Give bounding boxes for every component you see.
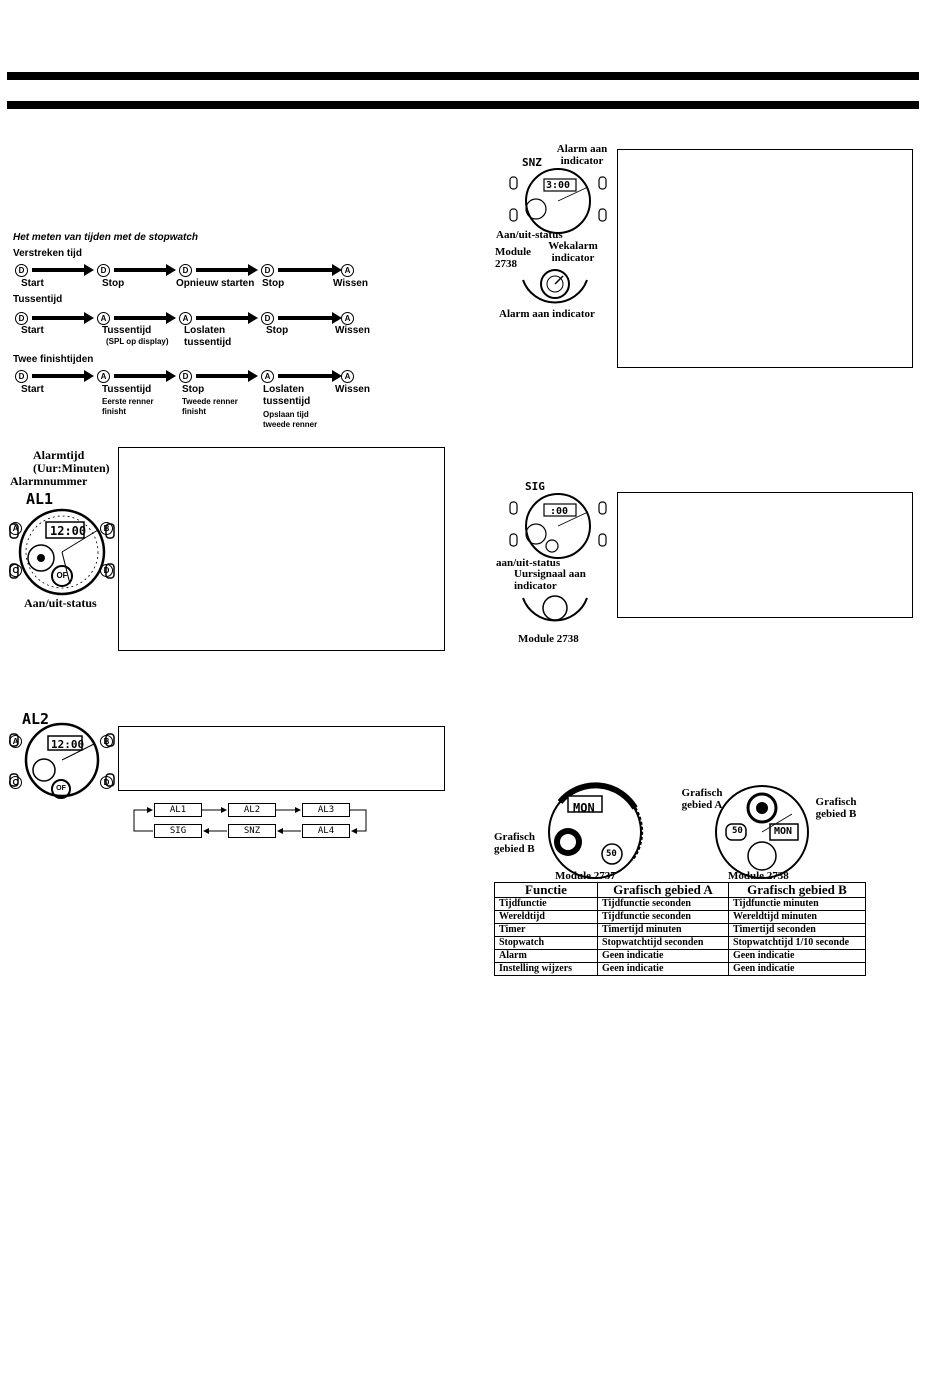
alarmtijd-label: Alarmtijd: [33, 448, 85, 462]
button-d-icon: D: [261, 312, 274, 325]
row-title-verstreken: Verstreken tijd: [13, 248, 82, 259]
signal-code: SIG: [525, 480, 545, 493]
table-cell: Tijdfunctie minuten: [729, 898, 866, 911]
button-a-icon: A: [261, 370, 274, 383]
watch-2738-icon: [712, 782, 812, 882]
table-cell: Timertijd seconden: [729, 924, 866, 937]
arrow-icon: [196, 374, 250, 378]
table-cell: Tijdfunctie seconden: [598, 911, 729, 924]
alarm-on-indicator-label: Alarm aan indicator: [556, 143, 608, 167]
alarmnummer-label: Alarmnummer: [10, 474, 88, 488]
status-label: aan/uit-status: [496, 557, 561, 569]
day-display: MON: [573, 801, 595, 815]
table-cell: Stopwatchtijd 1/10 seconde: [729, 937, 866, 950]
status-badge: OF: [51, 779, 71, 799]
module-label: Module 2738: [495, 246, 532, 270]
table-cell: Wereldtijd: [495, 911, 598, 924]
uur-minuten-label: (Uur:Minuten): [33, 461, 110, 475]
button-d-icon: D: [100, 776, 113, 789]
table-cell: Instelling wijzers: [495, 963, 598, 976]
cycle-item: AL4: [302, 824, 350, 838]
graphic-area-table: [494, 882, 866, 976]
arrow-icon: [114, 374, 168, 378]
cycle-item: SNZ: [228, 824, 276, 838]
button-a-icon: A: [9, 522, 22, 535]
table-cell: Geen indicatie: [598, 963, 729, 976]
alarm-time-display: 12:00: [50, 524, 87, 538]
watch-face-icon: [508, 490, 608, 560]
signal-time-display: :00: [550, 506, 569, 517]
table-header: Grafisch gebied A: [598, 883, 729, 898]
table-cell: Stopwatch: [495, 937, 598, 950]
table-cell: Alarm: [495, 950, 598, 963]
button-b-icon: B: [100, 522, 113, 535]
step-label: Tussentijd: [102, 325, 152, 336]
step-label: Start: [21, 278, 44, 289]
graphic-area-b-left-label: Grafisch gebied B: [494, 831, 535, 855]
table-cell: Geen indicatie: [729, 950, 866, 963]
alarm-time-display: 3:00: [546, 180, 571, 191]
table-header: Grafisch gebied B: [729, 883, 866, 898]
table-cell: Geen indicatie: [729, 963, 866, 976]
alarm1-text-box: [118, 447, 445, 651]
arrow-icon: [278, 268, 334, 272]
step-label: Start: [21, 384, 44, 395]
button-d-icon: D: [15, 264, 28, 277]
status-badge: OF: [51, 565, 73, 587]
button-d-icon: D: [15, 312, 28, 325]
number-display: 50: [732, 826, 743, 836]
stopwatch-heading: Het meten van tijden met de stopwatch: [13, 232, 199, 243]
step-sub-label: (SPL op display): [106, 337, 169, 346]
cycle-arrows-icon: [130, 800, 370, 840]
alarm-time-display: 12:00: [51, 738, 85, 751]
arrow-icon: [32, 268, 86, 272]
button-a-icon: A: [341, 370, 354, 383]
uursignaal-label: Uursignaal aan indicator: [514, 568, 586, 592]
arrow-icon: [32, 316, 86, 320]
arrow-icon: [114, 316, 168, 320]
arrow-icon: [196, 316, 250, 320]
cycle-item: AL2: [228, 803, 276, 817]
watch-lower-icon: [515, 262, 595, 312]
table-cell: Geen indicatie: [598, 950, 729, 963]
step-label: Wissen: [335, 325, 370, 336]
step-label: Tussentijd: [102, 384, 152, 395]
step-label: Stop: [182, 384, 205, 395]
row-title-tussentijd: Tussentijd: [13, 294, 63, 305]
arrow-icon: [278, 316, 334, 320]
table-header: Functie: [495, 883, 598, 898]
button-d-icon: D: [97, 264, 110, 277]
module-2738-label: Module 2738: [728, 870, 789, 882]
top-rule: [7, 72, 919, 80]
table-row: [495, 924, 866, 937]
signal-text-box: [617, 492, 913, 618]
button-c-icon: C: [9, 564, 22, 577]
snooze-code: SNZ: [522, 156, 542, 169]
arrow-icon: [114, 268, 168, 272]
day-display: MON: [774, 826, 793, 837]
module-label: Module 2738: [518, 633, 579, 645]
graphic-area-b-right-label: Grafisch gebied B: [815, 796, 857, 820]
step-label: Stop: [102, 278, 125, 289]
graphic-area-a-label: Grafisch gebied A: [681, 787, 723, 811]
step-label: Loslaten tussentijd: [184, 325, 232, 348]
step-label: Loslaten tussentijd: [263, 384, 311, 407]
watch-lower-icon: [515, 592, 595, 632]
step-label: Stop: [266, 325, 289, 336]
cycle-item: AL1: [154, 803, 202, 817]
status-label: Aan/uit-status: [24, 596, 97, 610]
step-label: Opnieuw starten: [176, 278, 255, 289]
button-a-icon: A: [179, 312, 192, 325]
step-label: Start: [21, 325, 44, 336]
alarm2-text-box: [118, 726, 445, 791]
status-label: Aan/uit-status: [496, 229, 563, 241]
step-label: Wissen: [333, 278, 368, 289]
table-cell: Tijdfunctie: [495, 898, 598, 911]
table-cell: Stopwatchtijd seconden: [598, 937, 729, 950]
row-title-twee-finish: Twee finishtijden: [13, 354, 94, 365]
arrow-icon: [278, 374, 334, 378]
button-d-icon: D: [179, 264, 192, 277]
button-a-icon: A: [97, 312, 110, 325]
table-row: [495, 950, 866, 963]
table-row: [495, 898, 866, 911]
button-a-icon: A: [97, 370, 110, 383]
cycle-item: AL3: [302, 803, 350, 817]
table-row: [495, 911, 866, 924]
table-header-row: [495, 883, 866, 898]
arrow-icon: [32, 374, 86, 378]
button-b-icon: B: [100, 735, 113, 748]
step-sub-label: Eerste renner finisht: [102, 397, 154, 416]
watch-face-icon: [508, 165, 608, 235]
alarm-number-display: AL1: [26, 490, 54, 508]
cycle-item: SIG: [154, 824, 202, 838]
button-a-icon: A: [9, 735, 22, 748]
step-sub-label: Tweede renner finisht: [182, 397, 238, 416]
button-d-icon: D: [15, 370, 28, 383]
table-cell: Wereldtijd minuten: [729, 911, 866, 924]
number-display: 50: [606, 849, 617, 859]
module-2737-label: Module 2737: [555, 870, 616, 882]
button-c-icon: C: [9, 776, 22, 789]
watch-2737-icon: [540, 782, 650, 882]
second-rule: [7, 101, 919, 109]
arrow-icon: [196, 268, 250, 272]
step-sub-label: Opslaan tijd tweede renner: [263, 410, 318, 429]
table-cell: Timertijd minuten: [598, 924, 729, 937]
table-cell: Tijdfunctie seconden: [598, 898, 729, 911]
wekalarm-indicator-label: Wekalarm indicator: [548, 240, 598, 264]
button-d-icon: D: [179, 370, 192, 383]
table-row: [495, 963, 866, 976]
button-d-icon: D: [261, 264, 274, 277]
alarm-number-display: AL2: [22, 710, 50, 728]
table-row: [495, 937, 866, 950]
table-cell: Timer: [495, 924, 598, 937]
step-label: Wissen: [335, 384, 370, 395]
step-label: Stop: [262, 278, 285, 289]
button-a-icon: A: [341, 264, 354, 277]
snooze-text-box: [617, 149, 913, 368]
alarm-on-indicator-bottom-label: Alarm aan indicator: [499, 308, 595, 320]
button-a-icon: A: [341, 312, 354, 325]
button-d-icon: D: [100, 564, 113, 577]
